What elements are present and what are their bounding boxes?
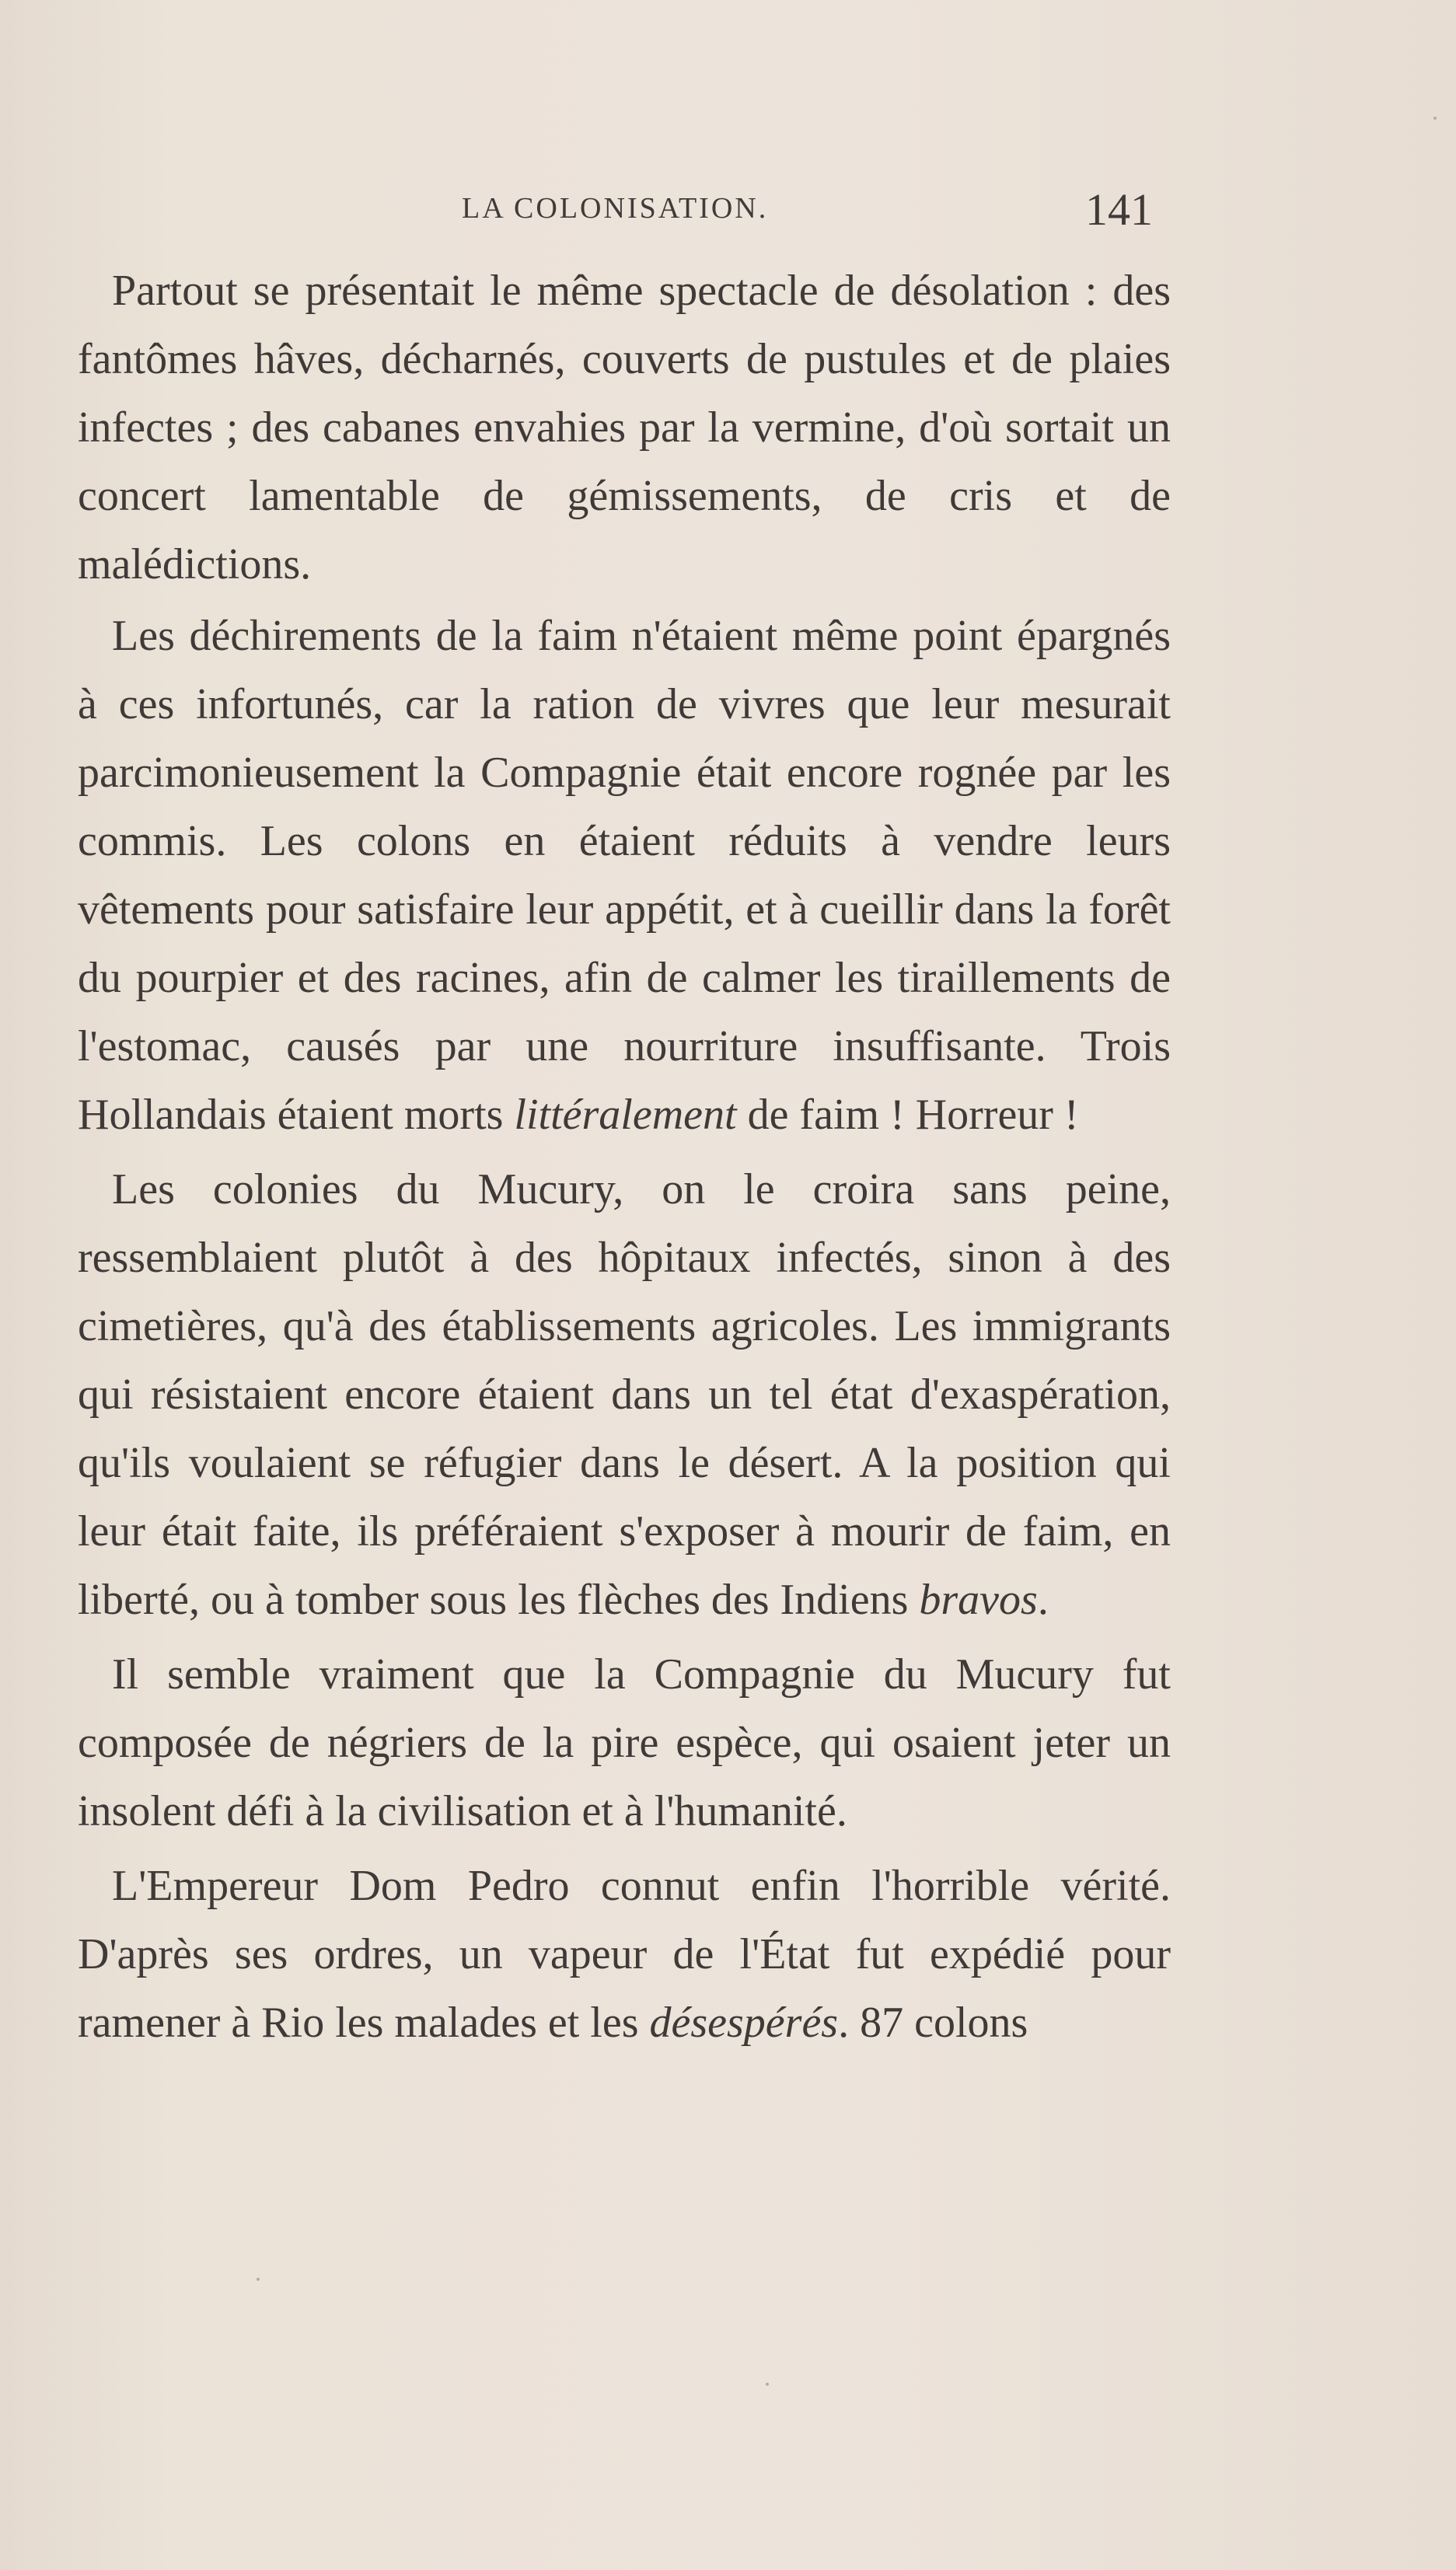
paragraph-2 xyxy=(78,602,1171,1149)
paragraph-5-text-b: . 87 colons xyxy=(838,1999,1028,2047)
paper-speck xyxy=(1433,117,1437,120)
paper-speck xyxy=(257,2278,260,2281)
paragraph-1-text: Partout se présentait le même spectacle de désolation : des fantômes hâves, décharnés, couverts de pustules et de plaies infectes ; des cabanes envahies par la vermine, d'où sortait un concert lamentable de gémissements, de cris et de malédictions. xyxy=(78,267,1171,588)
paragraph-2-italic: littéralement xyxy=(514,1091,737,1139)
paragraph-3 xyxy=(78,1155,1171,1634)
paragraph-3-text-a: Les colonies du Mucury, on le croira sans peine, ressemblaient plutôt à des hôpitaux infectés, sinon à des cimetières, qu'à des établissements agricoles. Les immigrants qui résistaient encore étaient dans un tel état d'exaspération, qu'ils voulaient se réfugier dans le désert. A la position qui leur était faite, ils préféraient s'exposer à mourir de faim, en liberté, ou à tomber sous les flèches des Indiens xyxy=(78,1165,1171,1624)
page-header xyxy=(78,183,1166,238)
paragraph-5 xyxy=(78,1852,1171,2057)
paragraph-2-text-b: de faim ! Horreur ! xyxy=(736,1091,1079,1139)
page-number: 141 xyxy=(1085,184,1153,235)
paragraph-5-italic: désespérés xyxy=(649,1999,839,2047)
paragraph-2-text-a: Les déchirements de la faim n'étaient même point épargnés à ces infortunés, car la ration de vivres que leur mesurait parcimonieusement la Compagnie était encore rognée par les commis. Les colons en étaient réduits à vendre leurs vêtements pour satisfaire leur appétit, et à cueillir dans la forêt du pourpier et des racines, afin de calmer les tiraillements de l'estomac, causés par une nourriture insuffisante. Trois Hollandais étaient morts xyxy=(78,612,1171,1139)
paper-speck xyxy=(766,2383,769,2386)
body-text xyxy=(78,253,1171,2057)
paragraph-4 xyxy=(78,1640,1171,1845)
paragraph-1 xyxy=(78,257,1171,599)
paragraph-3-text-b: . xyxy=(1037,1576,1049,1624)
paragraph-3-italic: bravos xyxy=(919,1576,1038,1624)
paragraph-4-text: Il semble vraiment que la Compagnie du Mucury fut composée de négriers de la pire espèce, qui osaient jeter un insolent défi à la civilisation et à l'humanité. xyxy=(78,1650,1171,1835)
paragraph-5-text-a: L'Empereur Dom Pedro connut enfin l'horrible vérité. D'après ses ordres, un vapeur de l'État fut expédié pour ramener à Rio les malades et les xyxy=(78,1862,1171,2047)
running-title: LA COLONISATION. xyxy=(462,192,769,225)
